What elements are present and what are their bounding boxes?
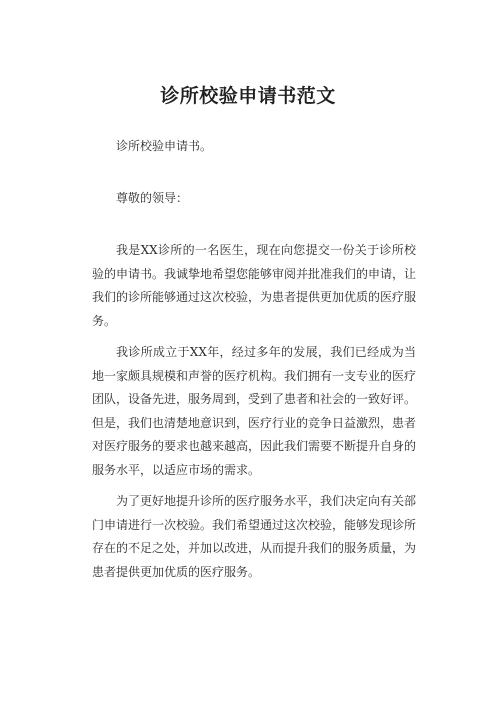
paragraph-background: 我诊所成立于XX年，经过多年的发展，我们已经成为当地一家颇具规模和声誉的医疗机构。我们拥有一支专业的医疗团队，设备先进，服务周到，受到了患者和社会的一致好评。但是，我们也清楚地意识到，医疗行业的竞争日益激烈，患者对医疗服务的要求也越来越高，因此我们需要不断提升自身的服务水平，以适应市场的需求。 [92, 345, 417, 477]
paragraph-introduction: 我是XX诊所的一名医生，现在向您提交一份关于诊所校验的申请书。我诚挚地希望您能够审阅并批准我们的申请，让我们的诊所能够通过这次校验，为患者提供更加优质的医疗服务。 [92, 243, 417, 328]
paragraph-heading-line: 诊所校验申请书。 [116, 139, 213, 153]
paragraph-purpose: 为了更好地提升诊所的医疗服务水平，我们决定向有关部门申请进行一次校验。我们希望通过这次校验，能够发现诊所存在的不足之处，并加以改进，从而提升我们的服务质量，为患者提供更加优质的医疗服务。 [92, 494, 417, 579]
paragraph-salutation: 尊敬的领导： [116, 191, 189, 205]
document-title: 诊所校验申请书范文 [160, 85, 336, 107]
